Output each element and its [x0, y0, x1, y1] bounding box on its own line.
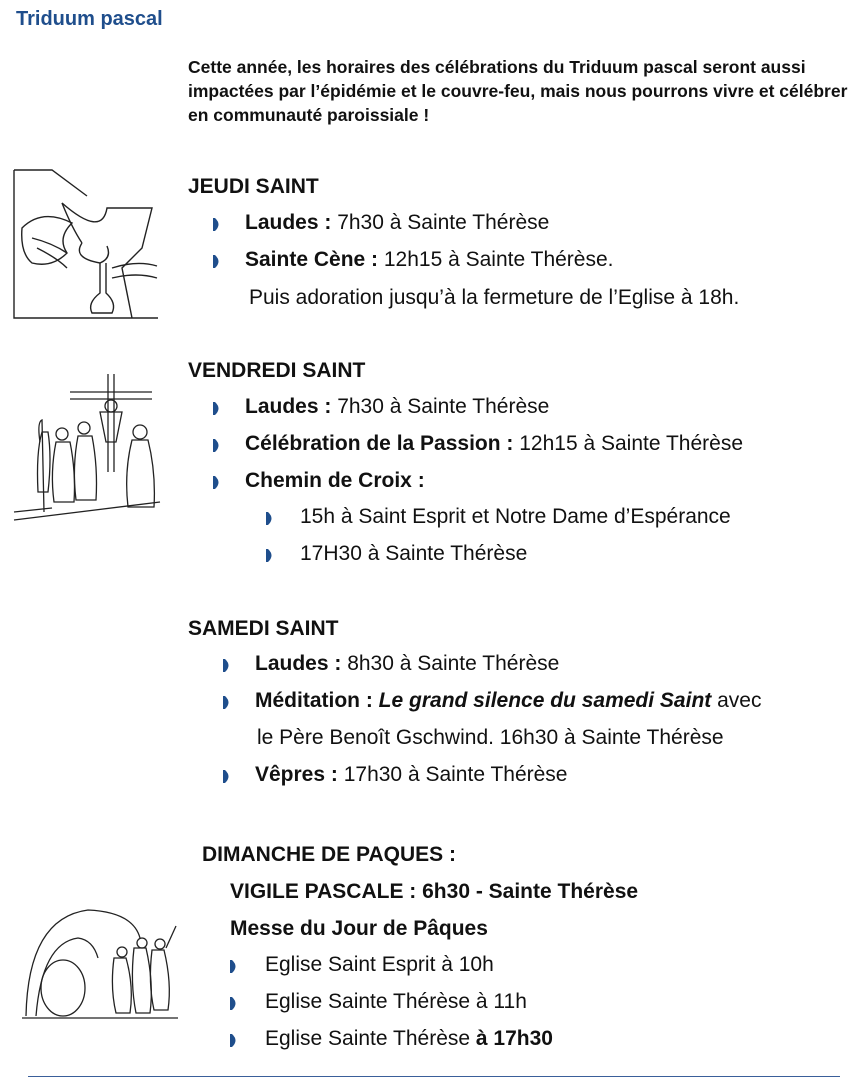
bullet-icon	[213, 218, 222, 231]
meditation-title: Le grand silence du samedi Saint	[378, 689, 712, 712]
vendredi-subitem: 15h à Saint Esprit et Notre Dame d’Espérance	[300, 505, 731, 528]
samedi-heading: SAMEDI SAINT	[188, 617, 339, 640]
item-text: 12h15 à Sainte Thérèse	[513, 432, 744, 455]
jeudi-heading: JEUDI SAINT	[188, 175, 319, 198]
page-title: Triduum pascal	[16, 8, 163, 30]
bullet-icon	[213, 402, 222, 415]
jeudi-item-cene	[245, 248, 614, 272]
bullet-icon	[230, 960, 239, 973]
bottom-divider	[28, 1076, 840, 1077]
vendredi-subitem: 17H30 à Sainte Thérèse	[300, 542, 528, 565]
bullet-icon	[213, 476, 222, 489]
dimanche-item: Eglise Saint Esprit à 10h	[265, 953, 494, 976]
vendredi-item-passion	[245, 432, 743, 456]
item-label: Laudes :	[255, 652, 342, 675]
vendredi-heading: VENDREDI SAINT	[188, 359, 366, 382]
bullet-icon	[266, 549, 275, 562]
bullet-icon	[223, 696, 232, 709]
item-text: avec	[711, 689, 762, 712]
item-text: Eglise Sainte Thérèse	[265, 1027, 476, 1050]
item-label: Laudes :	[245, 211, 332, 234]
item-label: Vêpres :	[255, 763, 338, 786]
item-label: Méditation :	[255, 689, 373, 712]
bullet-icon	[230, 1034, 239, 1047]
bullet-icon	[213, 439, 222, 452]
item-text: 8h30 à Sainte Thérèse	[341, 652, 560, 675]
samedi-item-vepres	[255, 763, 568, 787]
vigile-pascale: VIGILE PASCALE : 6h30 - Sainte Thérèse	[230, 880, 639, 903]
item-label: Chemin de Croix :	[245, 469, 425, 492]
item-text: 12h15 à Sainte Thérèse.	[378, 248, 614, 271]
item-text: 17h30 à Sainte Thérèse	[337, 763, 568, 786]
vendredi-item-laudes	[245, 395, 549, 419]
item-text: 7h30 à Sainte Thérèse	[331, 395, 550, 418]
dimanche-heading: DIMANCHE DE PAQUES :	[202, 843, 456, 866]
samedi-item-meditation	[255, 689, 761, 713]
bullet-icon	[223, 659, 232, 672]
messe-jour-paques: Messe du Jour de Pâques	[230, 917, 488, 940]
dimanche-item: Eglise Sainte Thérèse à 11h	[265, 990, 527, 1013]
jeudi-note: Puis adoration jusqu’à la fermeture de l’Eglise à 18h.	[249, 286, 740, 309]
vendredi-item-chemin	[245, 469, 425, 493]
chalice-hands-icon	[12, 168, 160, 325]
dimanche-item-last	[265, 1027, 553, 1051]
samedi-meditation-line2: le Père Benoît Gschwind. 16h30 à Sainte Thérèse	[257, 726, 724, 749]
item-label: Laudes :	[245, 395, 332, 418]
item-text: 7h30 à Sainte Thérèse	[331, 211, 550, 234]
bullet-icon	[230, 997, 239, 1010]
intro-paragraph: Cette année, les horaires des célébrations du Triduum pascal seront aussi impactées par l’épidémie et le couvre-feu, mais nous pourrons vivre et célébrer en communauté paroissiale !	[188, 57, 848, 125]
crucifixion-icon	[12, 372, 162, 527]
samedi-item-laudes	[255, 652, 559, 676]
empty-tomb-icon	[18, 848, 183, 1033]
jeudi-item-laudes	[245, 211, 549, 235]
item-bold-time: à 17h30	[475, 1027, 553, 1050]
bullet-icon	[223, 770, 232, 783]
bullet-icon	[213, 255, 222, 268]
item-label: Sainte Cène :	[245, 248, 379, 271]
item-label: Célébration de la Passion :	[245, 432, 514, 455]
bullet-icon	[266, 512, 275, 525]
